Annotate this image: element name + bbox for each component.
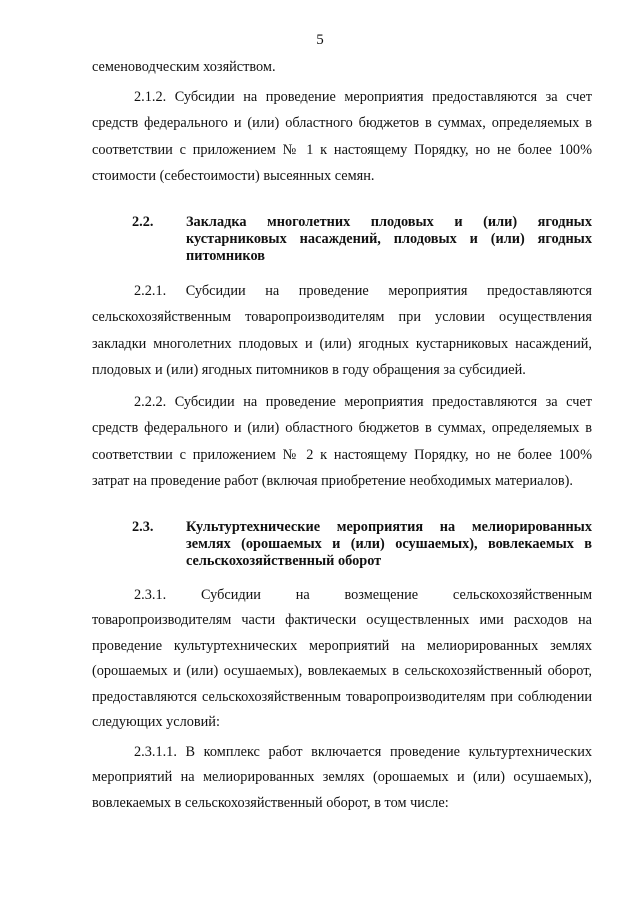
section-heading (92, 214, 592, 265)
document-body (92, 54, 592, 816)
paragraph: 2.2.1. Субсидии на проведение мероприятия предоставляются сельскохозяйственным товаропроизводителям при условии осуществления закладки многолетних плодовых и (или) ягодных кустарниковых насаждений, плодовых и (или) ягодных питомников в году обращения за субсидией. (92, 282, 592, 378)
section-number: 2.2. (132, 213, 154, 230)
paragraph: 2.3.1. Субсидии на возмещение сельскохозяйственным товаропроизводителям части фактически осуществленных ими расходов на проведение культуртехнических мероприятий на мелиорированных землях (орошаемых и (или) осушаемых), вовлекаемых в сельскохозяйственный оборот, предоставляются сельскохозяйственным товаропроизводителям при соблюдении следующих условий: (92, 586, 592, 730)
section-title: Закладка многолетних плодовых и (или) ягодных кустарниковых насаждений, плодовых и (или) ягодных питомников (186, 213, 592, 264)
page-number: 5 (316, 32, 324, 48)
paragraph: 2.3.1.1. В комплекс работ включается проведение культуртехнических мероприятий на мелиорированных землях (орошаемых и (или) осушаемых), вовлекаемых в сельскохозяйственный оборот, в том числе: (92, 743, 592, 811)
section-number: 2.3. (132, 518, 154, 535)
paragraph: 2.2.2. Субсидии на проведение мероприятия предоставляются за счет средств федерального и (или) областного бюджетов в суммах, определяемых в соответствии с приложением № 2 к настоящему Порядку, но не более 100% затрат на проведение работ (включая приобретение необходимых материалов). (92, 393, 592, 489)
paragraph: семеноводческим хозяйством. (92, 59, 276, 75)
section-title: Культуртехнические мероприятия на мелиорированных землях (орошаемых и (или) осушаемых), вовлекаемых в сельскохозяйственный оборот (186, 518, 592, 569)
paragraph: 2.1.2. Субсидии на проведение мероприятия предоставляются за счет средств федерального и (или) областного бюджетов в суммах, определяемых в соответствии с приложением № 1 к настоящему Порядку, но не более 100% стоимости (себестоимости) высеянных семян. (92, 88, 592, 184)
section-heading (92, 519, 592, 570)
